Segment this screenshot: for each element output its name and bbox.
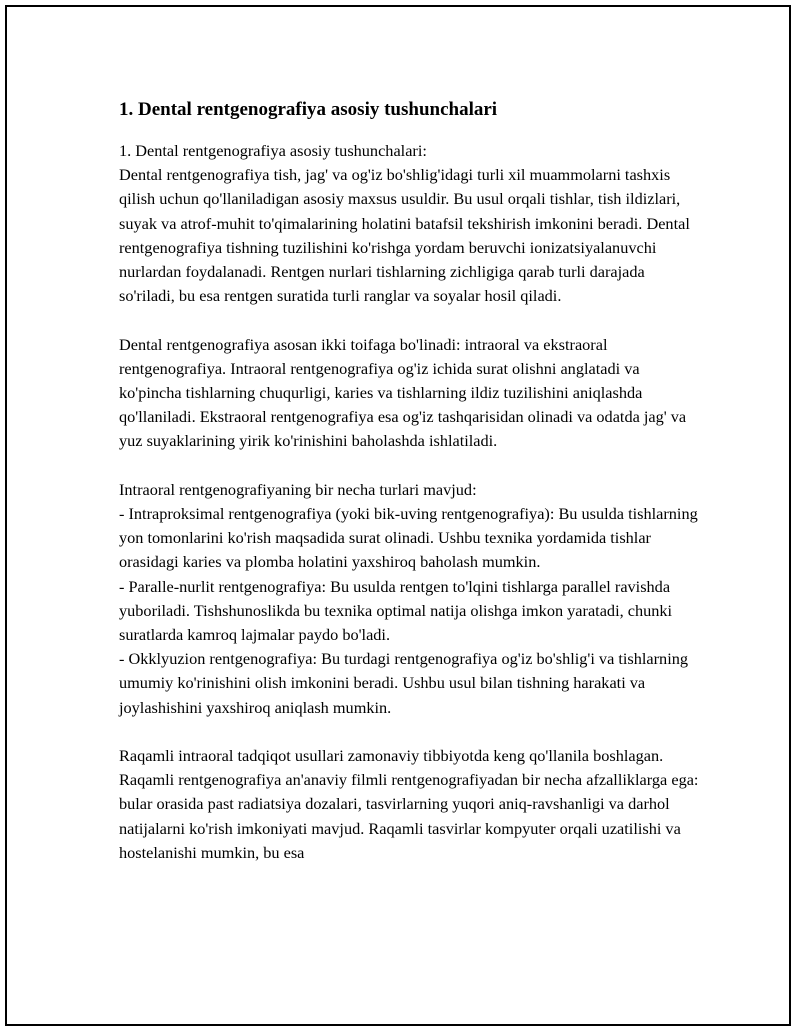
- paragraph-gap: [119, 454, 699, 478]
- paragraph-digital: Raqamli intraoral tadqiqot usullari zamonaviy tibbiyotda keng qo'llanila boshlagan. Raqamli rentgenografiya an'anaviy filmli rentgenografiyadan bir necha afzalliklarga ega: bular orasida past radiatsiya dozalari, tasvirlarning yuqori aniq-ravshanligi va darhol natijalarni ko'rish imkoniyati mavjud. Raqamli tasvirlar kompyuter orqali uzatilishi va hostelanishi mumkin, bu esa: [119, 746, 699, 862]
- paragraph-gap: [119, 308, 699, 332]
- document-page: [5, 5, 791, 1026]
- paragraph-intraoral-types: Intraoral rentgenografiyaning bir necha turlari mavjud: - Intraproksimal rentgenografiya (yoki bik-uving rentgenografiya): Bu usulda tishlarning yon tomonlarini ko'rish maqsadida surat olinadi. Ushbu texnika yordamida tishlar orasidagi karies va plomba holatini yaxshiroq baholash mumkin. - Paralle-nurlit rentgenografiya: Bu usulda rentgen to'lqini tishlarga parallel ravishda yuboriladi. Tishshunoslikda bu texnika optimal natija olishga imkon yaratadi, chunki suratlarda kamroq lajmalar paydo bo'ladi. - Okklyuzion rentgenografiya: Bu turdagi rentgenografiya og'iz bo'shlig'i va tishlarning umumiy ko'rinishini olish imkonini beradi. Ushbu usul bilan tishning harakati va joylashishini yaxshiroq aniqlash mumkin.: [119, 479, 698, 717]
- paragraph-intro: 1. Dental rentgenografiya asosiy tushunchalari: Dental rentgenografiya tish, jag' va og'iz bo'shlig'idagi turli xil muammolarni tashxis qilish uchun qo'llaniladigan asosiy maxsus usuldir. Bu usul orqali tishlar, tish ildizlari, suyak va atrof-muhit to'qimalarining holatini batafsil tekshirish imkonini beradi. Dental rentgenografiya tishning tuzilishini ko'rishga yordam beruvchi ionizatsiyalanuvchi nurlardan foydalanadi. Rentgen nurlari tishlarning zichligiga qarab turli darajada so'riladi, bu esa rentgen suratida turli ranglar va soyalar hosil qiladi.: [119, 141, 690, 306]
- paragraph-gap: [119, 720, 699, 744]
- paragraph-categories: Dental rentgenografiya asosan ikki toifaga bo'linadi: intraoral va ekstraoral rentgenografiya. Intraoral rentgenografiya og'iz ichida surat olishni anglatadi va ko'pincha tishlarning chuqurligi, karies va tishlarning ildiz tuzilishini aniqlashda qo'llaniladi. Ekstraoral rentgenografiya esa og'iz tashqarisidan olinadi va odatda jag' va yuz suyaklarining yirik ko'rinishini baholashda ishlatiladi.: [119, 334, 687, 451]
- document-body: [119, 97, 699, 865]
- section-heading: 1. Dental rentgenografiya asosiy tushunchalari: [119, 99, 498, 120]
